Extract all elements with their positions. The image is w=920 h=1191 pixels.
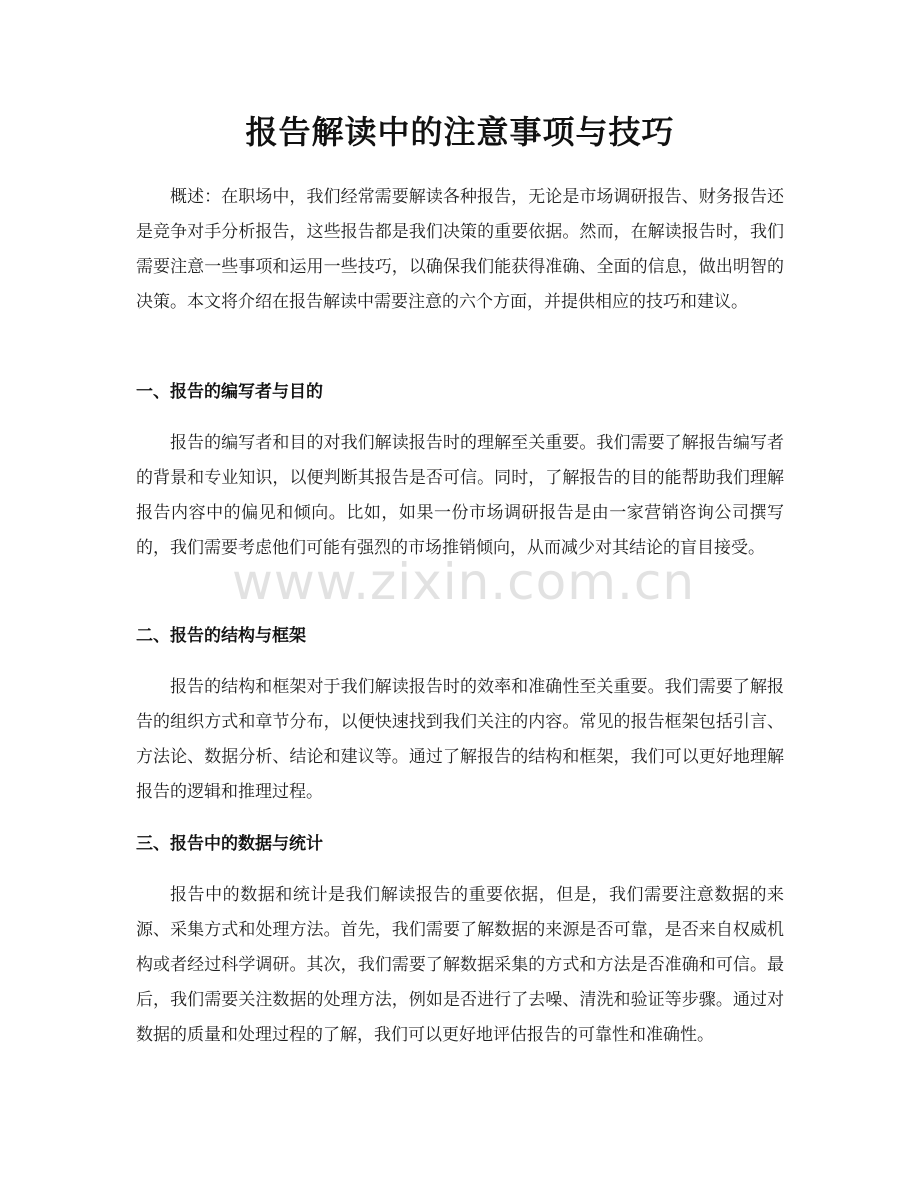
intro-paragraph: 概述：在职场中，我们经常需要解读各种报告，无论是市场调研报告、财务报告还是竞争对手分析报告，这些报告都是我们决策的重要依据。然而，在解读报告时，我们需要注意一些事项和运用一些技巧，以确保我们能获得准确、全面的信息，做出明智的决策。本文将介绍在报告解读中需要注意的六个方面，并提供相应的技巧和建议。 [136,187,784,312]
section-body-1: 报告的编写者和目的对我们解读报告时的理解至关重要。我们需要了解报告编写者的背景和专业知识，以便判断其报告是否可信。同时，了解报告的目的能帮助我们理解报告内容中的偏见和倾向。比如，如果一份市场调研报告是由一家营销咨询公司撰写的，我们需要考虑他们可能有强烈的市场推销倾向，从而减少对其结论的盲目接受。 [136,433,784,558]
section-body-2: 报告的结构和框架对于我们解读报告时的效率和准确性至关重要。我们需要了解报告的组织方式和章节分布，以便快速找到我们关注的内容。常见的报告框架包括引言、方法论、数据分析、结论和建议等。通过了解报告的结构和框架，我们可以更好地理解报告的逻辑和推理过程。 [136,677,784,802]
section-body-3: 报告中的数据和统计是我们解读报告的重要依据，但是，我们需要注意数据的来源、采集方式和处理方法。首先，我们需要了解数据的来源是否可靠，是否来自权威机构或者经过科学调研。其次，我们需要了解数据采集的方式和方法是否准确和可信。最后，我们需要关注数据的处理方法，例如是否进行了去噪、清洗和验证等步骤。通过对数据的质量和处理过程的了解，我们可以更好地评估报告的可靠性和准确性。 [136,885,784,1045]
section-heading-2: 二、报告的结构与框架 [136,626,306,646]
section-heading-3: 三、报告中的数据与统计 [136,834,323,854]
section-heading-1: 一、报告的编写者与目的 [136,382,323,402]
page-title: 报告解读中的注意事项与技巧 [245,113,675,151]
watermark: www.zixin.com.cn [232,553,696,611]
